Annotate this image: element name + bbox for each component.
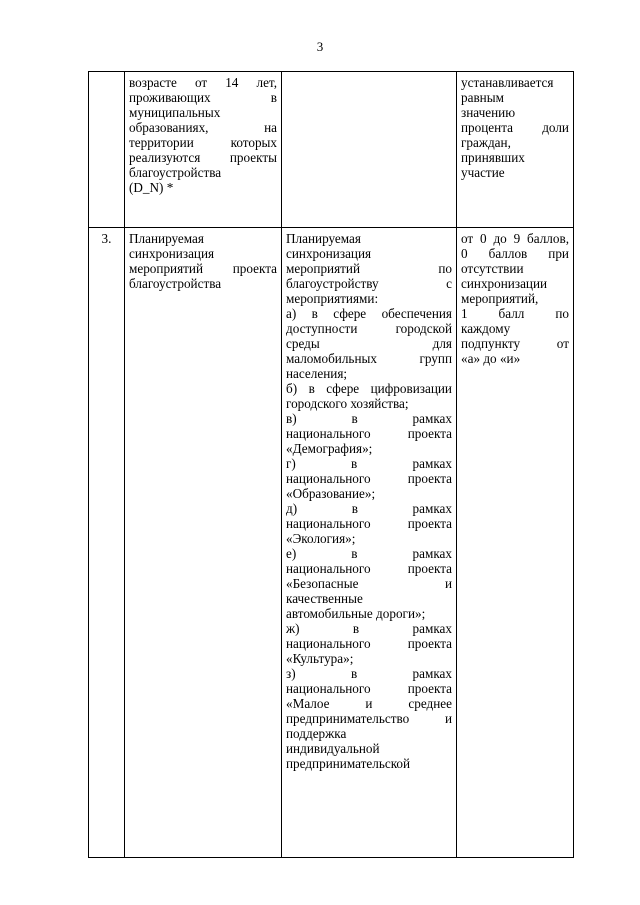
cell-criterion-name <box>125 228 282 858</box>
text-line: з) в рамках <box>286 666 452 681</box>
text-line: муниципальных <box>129 105 221 120</box>
text-line: национального проекта <box>286 561 452 576</box>
text-line: благоустройству с <box>286 276 452 291</box>
text-line: от 0 до 9 баллов, <box>461 231 569 246</box>
text-line: «а» до «и» <box>461 351 521 366</box>
text-line: мероприятий проекта <box>129 261 277 276</box>
text-line: значению <box>461 105 516 120</box>
text-line: а) в сфере обеспечения <box>286 306 452 321</box>
text-line: национального проекта <box>286 516 452 531</box>
text-line: предпринимательской <box>286 756 411 771</box>
criteria-table <box>88 71 574 858</box>
text-line: реализуются проекты <box>129 150 277 165</box>
cell-criterion-description <box>282 228 457 858</box>
text-line: «Малое и среднее <box>286 696 452 711</box>
text-line: благоустройства <box>129 165 222 180</box>
text-line: национального проекта <box>286 426 452 441</box>
text-line: отсутствии <box>461 261 524 276</box>
cell-criterion-name <box>125 72 282 228</box>
text-line: качественные <box>286 591 363 606</box>
text-line: предпринимательство и <box>286 711 452 726</box>
text-line: равным <box>461 90 504 105</box>
text-line: автомобильные дороги»; <box>286 606 426 621</box>
text-line: синхронизации <box>461 276 548 291</box>
text-line: «Безопасные и <box>286 576 452 591</box>
text-line: территории которых <box>129 135 277 150</box>
text-line: подпункту от <box>461 336 569 351</box>
text-line: благоустройства <box>129 276 222 291</box>
text-line: Планируемая <box>286 231 361 246</box>
text-line: национального проекта <box>286 471 452 486</box>
text-line: мероприятиями: <box>286 291 379 306</box>
text-line: образованиях, на <box>129 120 277 135</box>
text-line: синхронизация <box>129 246 215 261</box>
text-line: граждан, <box>461 135 511 150</box>
text-line: г) в рамках <box>286 456 452 471</box>
page-number: 3 <box>316 39 324 54</box>
text-line: национального проекта <box>286 681 452 696</box>
text-line: 1 балл по <box>461 306 569 321</box>
text-line: мероприятий, <box>461 291 539 306</box>
text-line: «Культура»; <box>286 651 354 666</box>
text-line: 0 баллов при <box>461 246 569 261</box>
text-line: д) в рамках <box>286 501 452 516</box>
text-line: Планируемая <box>129 231 204 246</box>
text-line: процента доли <box>461 120 569 135</box>
text-line: ж) в рамках <box>286 621 452 636</box>
text-line: национального проекта <box>286 636 452 651</box>
text-line: доступности городской <box>286 321 452 336</box>
text-line: индивидуальной <box>286 741 380 756</box>
text-line: каждому <box>461 321 511 336</box>
cell-number-empty <box>89 72 125 228</box>
cell-scoring <box>457 72 574 228</box>
text-line: возрасте от 14 лет, <box>129 75 277 90</box>
text-line: поддержка <box>286 726 347 741</box>
text-line: б) в сфере цифровизации <box>286 381 452 396</box>
text-line: принявших <box>461 150 525 165</box>
text-line: маломобильных групп <box>286 351 452 366</box>
cell-scoring <box>457 228 574 858</box>
text-line: участие <box>461 165 505 180</box>
table-row-3 <box>89 228 574 858</box>
text-line: среды для <box>286 336 452 351</box>
text-line: «Демография»; <box>286 441 373 456</box>
text-line: «Экология»; <box>286 531 356 546</box>
table-row-continued <box>89 72 574 228</box>
text-line: проживающих в <box>129 90 277 105</box>
cell-criterion-description <box>282 72 457 228</box>
text-line: в) в рамках <box>286 411 452 426</box>
text-line: населения; <box>286 366 348 381</box>
text-line: городского хозяйства; <box>286 396 409 411</box>
text-line: синхронизация <box>286 246 372 261</box>
text-line: «Образование»; <box>286 486 376 501</box>
text-line: (D_N) * <box>129 180 174 195</box>
text-line: мероприятий по <box>286 261 452 276</box>
cell-row-number: 3. <box>89 228 125 858</box>
text-line: устанавливается <box>461 75 554 90</box>
text-line: е) в рамках <box>286 546 452 561</box>
